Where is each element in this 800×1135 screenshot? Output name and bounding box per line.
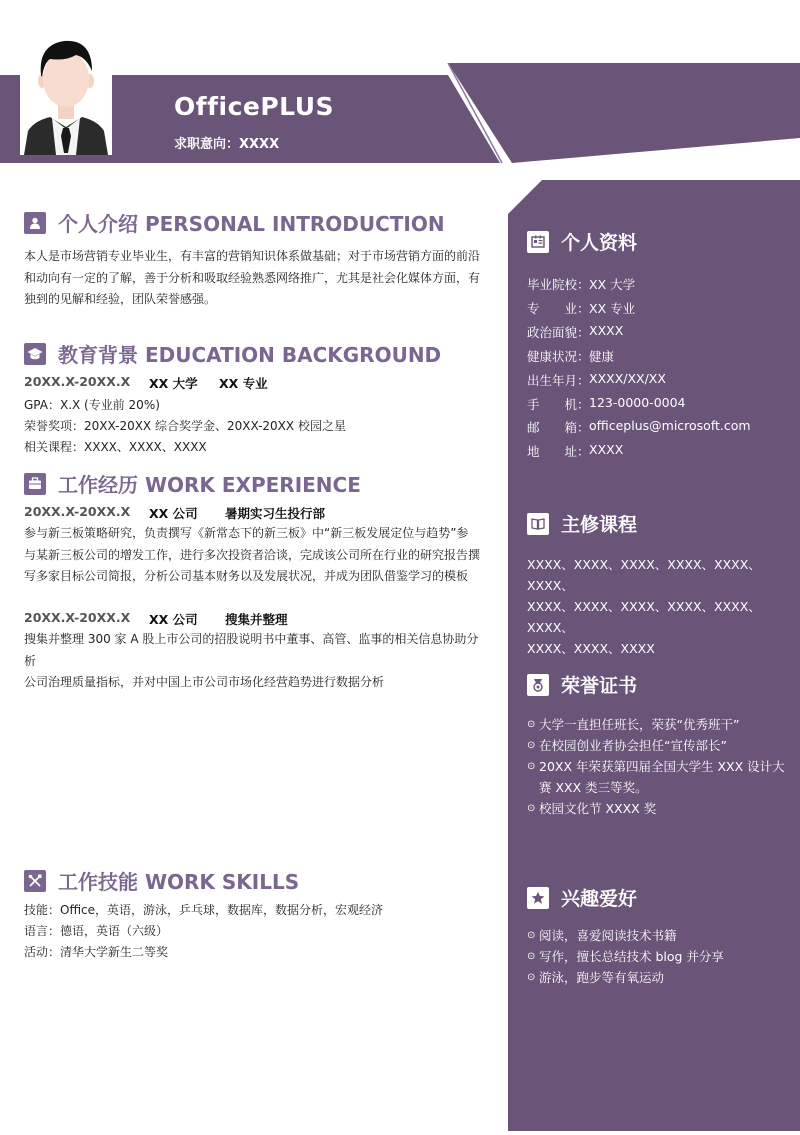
courses-section-title xyxy=(527,510,637,537)
intro-line: 和动向有一定的了解，善于分析和吸取经验熟悉网络推广，尤其是社会化媒体方面，有 xyxy=(24,270,481,285)
hobbies-section-title xyxy=(527,884,637,911)
honors-list xyxy=(527,714,785,819)
job-role: 搜集并整理 xyxy=(225,612,288,627)
profile-row xyxy=(527,442,623,460)
honor-item: ⊙ 校园文化节 XXXX 奖 xyxy=(527,798,785,819)
user-icon xyxy=(24,212,46,234)
job-line: 与某新三板公司的增发工作，进行多次投资者洽谈，完成该公司所在行业的研究报告撰 xyxy=(24,547,481,562)
courses-list xyxy=(527,554,782,659)
profile-value: XX 大学 xyxy=(589,277,636,292)
profile-title-text: 个人资料 xyxy=(561,232,638,254)
courses-line: XXXX、XXXX、XXXX、XXXX、XXXX、XXXX、 xyxy=(527,599,761,635)
briefcase-icon xyxy=(24,473,46,495)
education-major: XX 专业 xyxy=(219,376,268,391)
job-period: 20XX.X-20XX.X xyxy=(24,504,131,519)
honor-item: ⊙ 大学一直担任班长，荣获“优秀班干” xyxy=(527,714,785,735)
tools-icon xyxy=(24,870,46,892)
job-company: XX 公司 xyxy=(149,506,198,521)
job-description xyxy=(24,523,489,588)
education-period: 20XX.X-20XX.X xyxy=(24,374,131,389)
skills-line: 技能：Office，英语，游泳，乒乓球，数据库，数据分析，宏观经济 xyxy=(24,903,384,917)
courses-line: XXXX、XXXX、XXXX xyxy=(527,641,655,656)
job-intent xyxy=(174,133,279,152)
graduation-cap-icon xyxy=(24,343,46,365)
candidate-name: OfficePLUS xyxy=(174,92,335,121)
profile-row xyxy=(527,323,623,341)
profile-label: 手 机： xyxy=(527,396,590,412)
intro-line: 本人是市场营销专业毕业生，有丰富的营销知识体系做基础；对于市场营销方面的前沿 xyxy=(24,249,481,263)
job-line: 写多家目标公司简报，分析公司基本财务以及发展状况，并成为团队借鉴学习的模板 xyxy=(24,569,469,583)
job-line: 参与新三板策略研究，负责撰写《新常态下的新三板》中“新三板发展定位与趋势”参 xyxy=(24,526,469,540)
work-section-title xyxy=(24,469,361,498)
profile-value: XX 专业 xyxy=(589,300,636,316)
hobby-item: ⊙ 阅读，喜爱阅读技术书籍 xyxy=(527,925,785,946)
intro-title-text: 个人介绍 PERSONAL INTRODUCTION xyxy=(58,212,445,236)
medal-icon xyxy=(527,674,549,696)
profile-row xyxy=(527,395,686,413)
hobbies-title-text: 兴趣爱好 xyxy=(561,888,638,910)
profile-section-title xyxy=(527,228,637,255)
job-intent-label: 求职意向： xyxy=(174,137,240,152)
header-band-right xyxy=(440,63,800,163)
honors-title-text: 荣誉证书 xyxy=(561,675,638,697)
education-title-text: 教育背景 EDUCATION BACKGROUND xyxy=(58,343,442,367)
skills-section-title xyxy=(24,866,299,895)
skills-line: 语言：德语，英语（六级） xyxy=(24,924,169,938)
profile-label: 出生年月： xyxy=(527,372,590,388)
profile-row xyxy=(527,371,666,389)
courses-title-text: 主修课程 xyxy=(561,514,638,536)
profile-value: XXXX/XX/XX xyxy=(589,370,666,386)
education-line: GPA：X.X (专业前 20%) xyxy=(24,398,160,412)
profile-label: 政治面貌： xyxy=(527,324,590,340)
intro-section-title xyxy=(24,208,445,237)
profile-value: XXXX xyxy=(589,322,624,338)
avatar xyxy=(20,35,112,155)
id-card-icon xyxy=(527,231,549,253)
courses-line: XXXX、XXXX、XXXX、XXXX、XXXX、XXXX、 xyxy=(527,557,761,593)
job-line: 公司治理质量指标，并对中国上市公司市场化经营趋势进行数据分析 xyxy=(24,675,385,689)
profile-value: 健康 xyxy=(589,348,615,364)
profile-row xyxy=(527,299,635,317)
profile-label: 健康状况： xyxy=(527,348,590,364)
star-icon xyxy=(527,887,549,909)
education-line: 相关课程：XXXX、XXXX、XXXX xyxy=(24,440,207,454)
honors-section-title xyxy=(527,671,637,698)
profile-label: 地 址： xyxy=(527,444,590,460)
job-header-row xyxy=(24,610,288,628)
profile-label: 邮 箱： xyxy=(527,420,590,436)
profile-label: 专 业： xyxy=(527,300,590,316)
job-period: 20XX.X-20XX.X xyxy=(24,610,131,625)
profile-value: officeplus@microsoft.com xyxy=(589,418,751,434)
hobby-item: ⊙ 游泳，跑步等有氧运动 xyxy=(527,967,785,988)
profile-row xyxy=(527,347,614,365)
job-line: 搜集并整理 300 家 A 股上市公司的招股说明书中董事、高管、监事的相关信息协助分析 xyxy=(24,632,479,668)
education-line: 荣誉奖项：20XX-20XX 综合奖学金、20XX-20XX 校园之星 xyxy=(24,419,346,433)
intro-text xyxy=(24,246,489,311)
profile-row xyxy=(527,418,751,436)
education-school: XX 大学 xyxy=(149,376,198,391)
job-header-row xyxy=(24,504,325,522)
hobbies-list xyxy=(527,925,785,988)
job-role: 暑期实习生投行部 xyxy=(225,506,326,521)
education-header-row xyxy=(24,374,268,392)
job-company: XX 公司 xyxy=(149,612,198,627)
profile-value: 123-0000-0004 xyxy=(589,394,686,410)
honor-item: ⊙ 在校园创业者协会担任“宣传部长” xyxy=(527,735,785,756)
work-title-text: 工作经历 WORK EXPERIENCE xyxy=(58,473,361,497)
profile-label: 毕业院校： xyxy=(527,277,590,292)
skills-line: 活动：清华大学新生二等奖 xyxy=(24,945,169,959)
skills-title-text: 工作技能 WORK SKILLS xyxy=(58,870,300,894)
intro-line: 独到的见解和经验，团队荣誉感强。 xyxy=(24,292,217,306)
job-intent-value: XXXX xyxy=(239,137,280,152)
hobby-item: ⊙ 写作，擅长总结技术 blog 并分享 xyxy=(527,946,785,967)
profile-row xyxy=(527,275,635,293)
education-section-title xyxy=(24,339,441,368)
job-description xyxy=(24,629,489,694)
honor-item: ⊙ 20XX 年荣获第四届全国大学生 XXX 设计大赛 XXX 类三等奖。 xyxy=(527,756,785,798)
book-icon xyxy=(527,513,549,535)
profile-value: XXXX xyxy=(589,442,624,458)
